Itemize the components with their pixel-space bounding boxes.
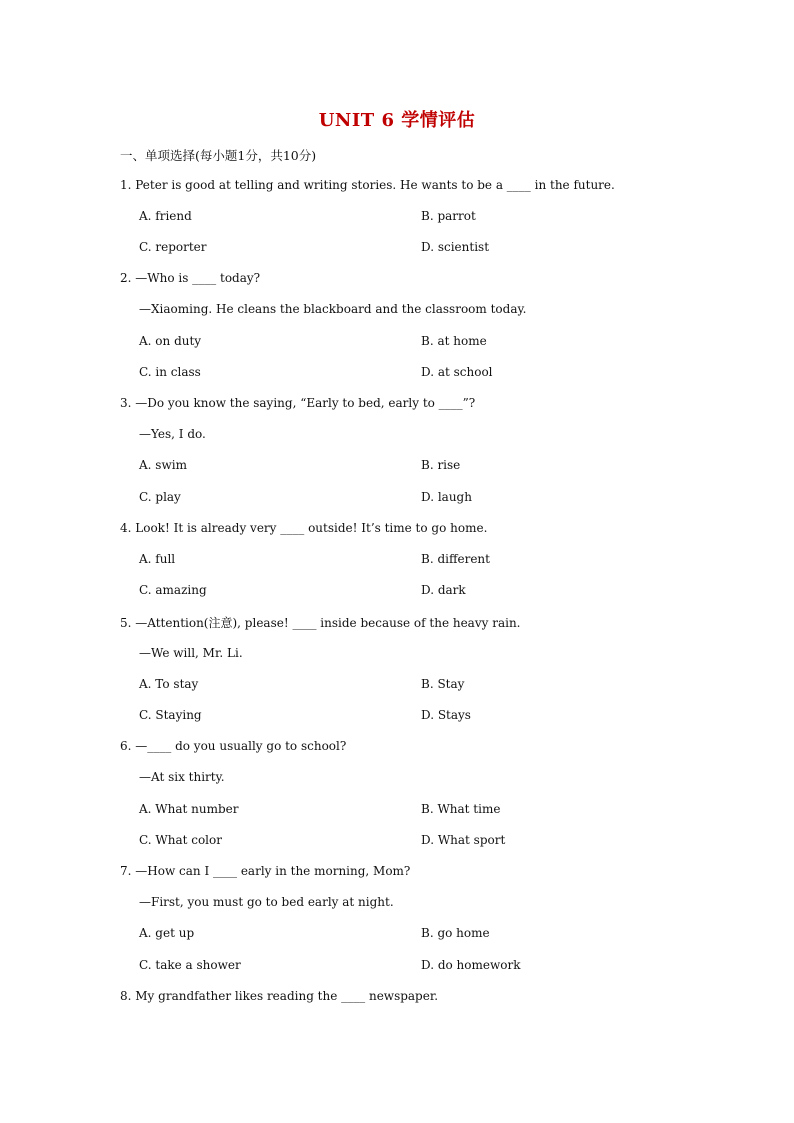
question-1-option-c: C. reporter	[139, 240, 207, 254]
question-7-option-c: C. take a shower	[139, 958, 241, 972]
question-7-option-d: D. do homework	[421, 958, 521, 972]
question-5-option-a: A. To stay	[139, 677, 199, 691]
question-2-option-c: C. in class	[139, 365, 201, 379]
question-2-option-d: D. at school	[421, 365, 493, 379]
question-5-option-b: B. Stay	[421, 677, 465, 691]
question-4-option-a: A. full	[139, 552, 176, 566]
question-5-reply: —We will, Mr. Li.	[139, 646, 243, 660]
question-6-stem: 6. —____ do you usually go to school?	[120, 739, 347, 753]
question-1-option-d: D. scientist	[421, 240, 490, 254]
question-1-stem: 1. Peter is good at telling and writing stories. He wants to be a ____ in the future.	[120, 178, 615, 192]
question-7-option-b: B. go home	[421, 926, 490, 940]
question-1-option-a: A. friend	[139, 209, 192, 223]
question-6-option-c: C. What color	[139, 833, 222, 847]
question-2-reply: —Xiaoming. He cleans the blackboard and the classroom today.	[139, 302, 527, 316]
question-7-option-a: A. get up	[139, 926, 195, 940]
question-4-stem: 4. Look! It is already very ____ outside! It’s time to go home.	[120, 521, 488, 535]
question-3-option-c: C. play	[139, 490, 181, 504]
question-3-stem: 3. —Do you know the saying, “Early to bed, early to ____”?	[120, 396, 476, 410]
question-1-option-b: B. parrot	[421, 209, 476, 223]
question-2-stem: 2. —Who is ____ today?	[120, 271, 261, 285]
section-heading: 一、单项选择(每小题1分，共10分)	[120, 148, 317, 163]
question-7-reply: —First, you must go to bed early at night.	[139, 895, 394, 909]
question-7-stem: 7. —How can I ____ early in the morning, Mom?	[120, 864, 411, 878]
question-8-stem: 8. My grandfather likes reading the ____ newspaper.	[120, 989, 439, 1003]
question-3-option-d: D. laugh	[421, 490, 472, 504]
question-3-option-a: A. swim	[139, 458, 187, 472]
question-6-option-d: D. What sport	[421, 833, 506, 847]
question-6-option-a: A. What number	[139, 802, 239, 816]
question-5-stem: 5. —Attention(注意), please! ____ inside because of the heavy rain.	[120, 616, 521, 630]
question-2-option-a: A. on duty	[139, 334, 202, 348]
page-title: UNIT 6 学情评估	[318, 110, 476, 131]
question-4-option-b: B. different	[421, 552, 490, 566]
question-3-option-b: B. rise	[421, 458, 461, 472]
question-3-reply: —Yes, I do.	[139, 427, 206, 441]
question-5-option-c: C. Staying	[139, 708, 202, 722]
question-4-option-c: C. amazing	[139, 583, 207, 597]
question-4-option-d: D. dark	[421, 583, 466, 597]
question-6-option-b: B. What time	[421, 802, 501, 816]
question-6-reply: —At six thirty.	[139, 770, 225, 784]
question-5-option-d: D. Stays	[421, 708, 471, 722]
question-2-option-b: B. at home	[421, 334, 487, 348]
